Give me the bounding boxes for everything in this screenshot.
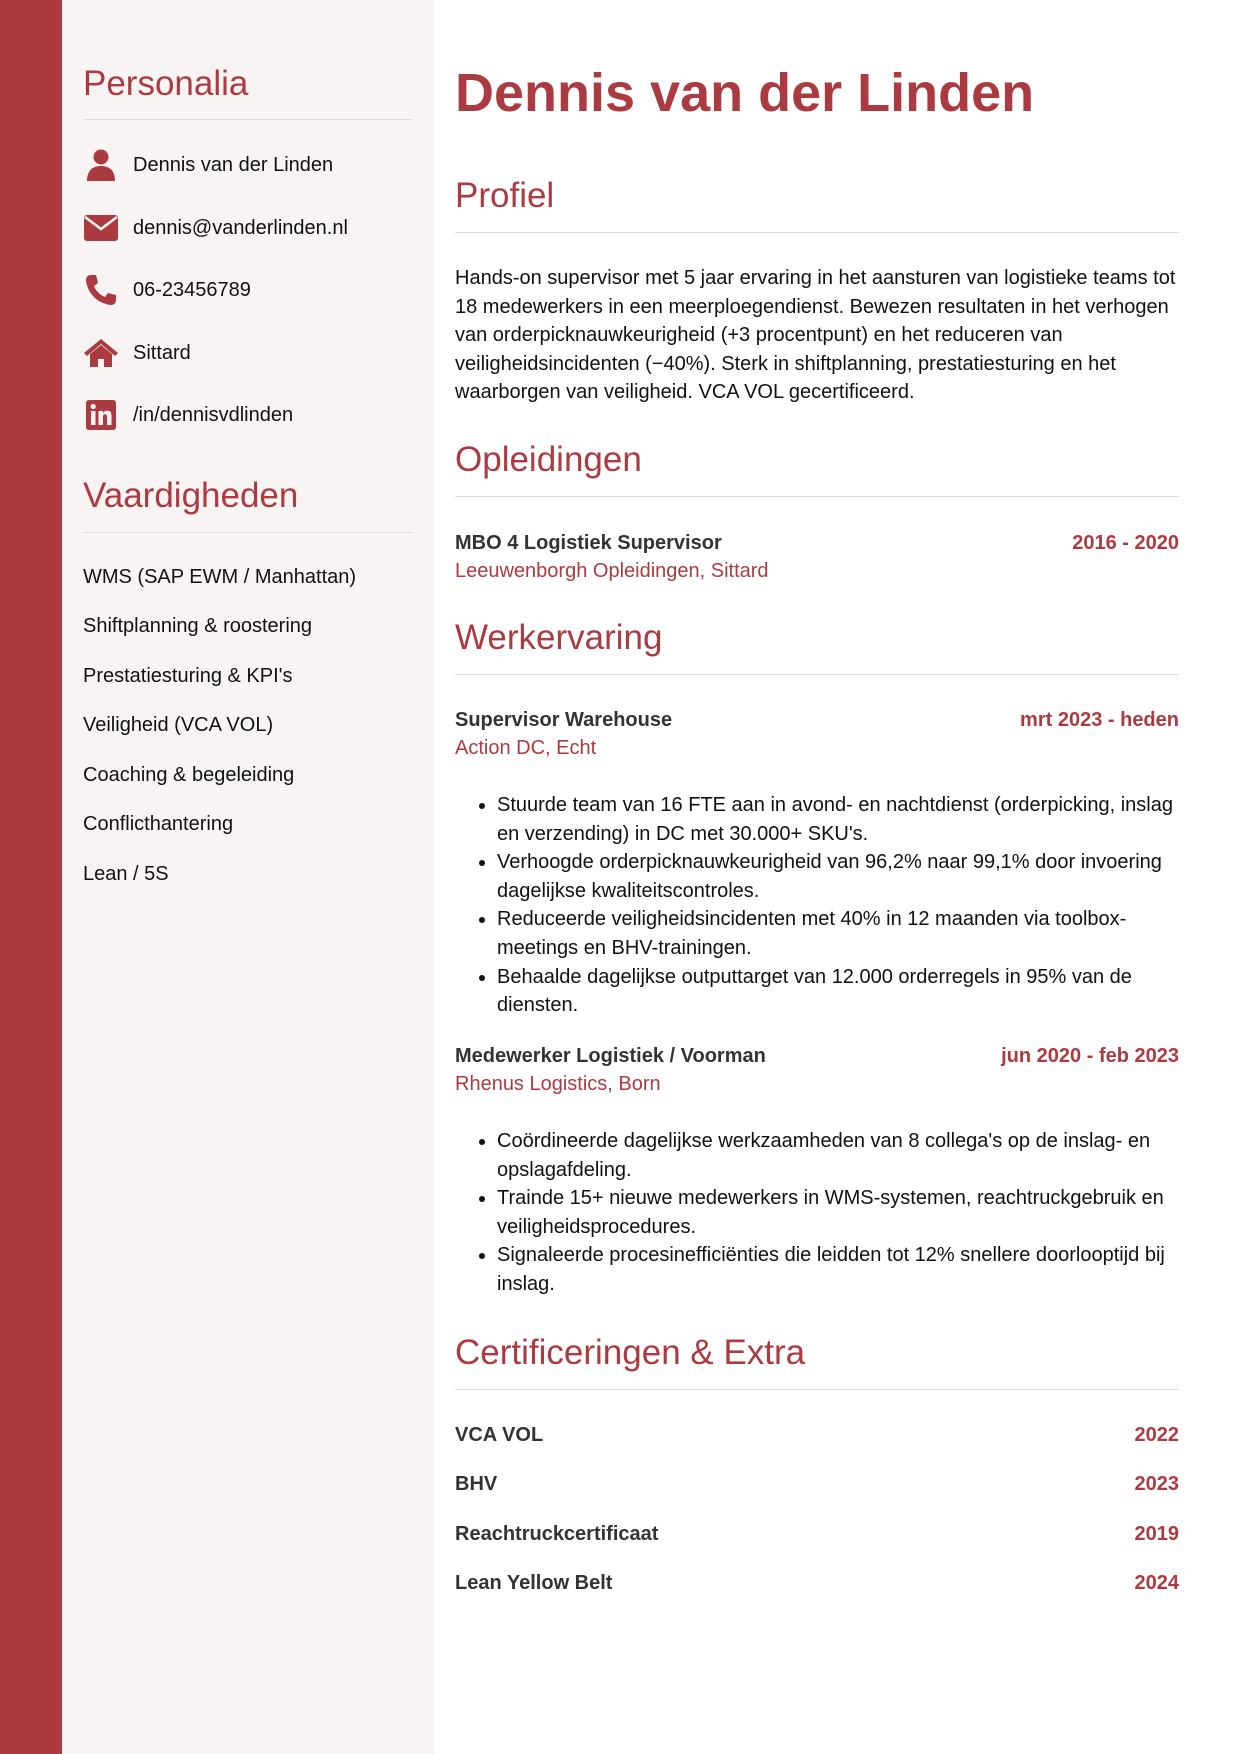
certification-row xyxy=(455,1473,1179,1501)
certification-row xyxy=(455,1572,1179,1600)
contact-name-text: Dennis van der Linden xyxy=(133,153,334,176)
experience-heading: Werkervaring xyxy=(455,618,663,657)
profile-divider xyxy=(455,232,1179,233)
job-title: Medewerker Logistiek / Voorman xyxy=(455,1045,766,1067)
skill-item: Conflicthantering xyxy=(83,813,234,835)
skills-divider xyxy=(83,532,413,533)
profile-text: Hands-on supervisor met 5 jaar ervaring in het aansturen van logistieke teams tot 18 medewerkers in een meerploegendienst. Bewezen resultaten in het verhogen van orderpicknauwkeurigheid (+3 procentpunt) en het reduceren van veiligheidsincidenten (−40%). Sterk in shiftplanning, prestatiesturing en het waarborgen van veiligheid. VCA VOL gecertificeerd. xyxy=(455,267,1176,404)
job-bullet: • Verhoogde orderpicknauwkeurigheid van 96,2% naar 99,1% door invoering dagelijkse kwaliteitscontroles. xyxy=(497,848,1179,905)
job-company: Action DC, Echt xyxy=(455,737,597,759)
contact-linkedin-text[interactable]: /in/dennisvdlinden xyxy=(133,403,294,426)
sidebar xyxy=(62,0,434,1754)
person-icon xyxy=(83,148,119,182)
education-dates: 2016 - 2020 xyxy=(1072,532,1179,554)
job-header xyxy=(455,1045,1179,1073)
certification-name: BHV xyxy=(455,1473,498,1495)
job-bullets xyxy=(455,791,1179,1020)
contact-phone-text[interactable]: 06-23456789 xyxy=(133,278,251,301)
certification-year: 2019 xyxy=(1134,1523,1179,1545)
contact-email-text[interactable]: dennis@vanderlinden.nl xyxy=(133,216,348,239)
skill-item: Coaching & begeleiding xyxy=(83,764,295,786)
certifications-divider xyxy=(455,1389,1179,1390)
contact-name xyxy=(83,145,413,185)
job-bullet: • Trainde 15+ nieuwe medewerkers in WMS-systemen, reachtruckgebruik en veiligheidsprocedures. xyxy=(497,1184,1179,1241)
contact-location xyxy=(83,333,413,373)
contact-linkedin[interactable] xyxy=(83,395,413,435)
personalia-divider xyxy=(83,119,413,120)
skill-item: Shiftplanning & roostering xyxy=(83,615,313,637)
education-institution: Leeuwenborgh Opleidingen, Sittard xyxy=(455,560,769,582)
accent-bar xyxy=(0,0,62,1754)
job-dates: jun 2020 - feb 2023 xyxy=(1001,1045,1179,1067)
linkedin-icon xyxy=(83,398,119,432)
phone-icon xyxy=(83,273,119,307)
job-bullet: • Stuurde team van 16 FTE aan in avond- en nachtdienst (orderpicking, inslag en verzending) in DC met 30.000+ SKU's. xyxy=(497,791,1179,848)
job-title: Supervisor Warehouse xyxy=(455,709,673,731)
certification-name: Reachtruckcertificaat xyxy=(455,1523,659,1545)
contact-location-text: Sittard xyxy=(133,341,191,364)
certification-year: 2024 xyxy=(1134,1572,1179,1594)
job-dates: mrt 2023 - heden xyxy=(1020,709,1179,731)
job-bullets xyxy=(455,1127,1179,1299)
home-icon xyxy=(83,336,119,370)
experience-divider xyxy=(455,674,1179,675)
candidate-name: Dennis van der Linden xyxy=(455,63,1035,123)
contact-email[interactable] xyxy=(83,208,413,248)
certification-name: Lean Yellow Belt xyxy=(455,1572,613,1594)
education-entry xyxy=(455,532,1179,560)
certification-year: 2022 xyxy=(1134,1424,1179,1446)
job-bullet: • Reduceerde veiligheidsincidenten met 40% in 12 maanden via toolbox-meetings en BHV-trainingen. xyxy=(497,905,1179,962)
skill-item: Prestatiesturing & KPI's xyxy=(83,665,293,687)
skill-item: WMS (SAP EWM / Manhattan) xyxy=(83,566,357,588)
job-bullet: • Coördineerde dagelijkse werkzaamheden van 8 collega's op de inslag- en opslagafdeling. xyxy=(497,1127,1179,1184)
certification-row xyxy=(455,1424,1179,1452)
job-bullet: • Signaleerde procesinefficiënties die leidden tot 12% snellere doorlooptijd bij inslag. xyxy=(497,1241,1179,1298)
envelope-icon xyxy=(83,211,119,245)
job-bullet: • Behaalde dagelijkse outputtarget van 12.000 orderregels in 95% van de diensten. xyxy=(497,963,1179,1020)
skill-item: Veiligheid (VCA VOL) xyxy=(83,714,274,736)
certifications-heading: Certificeringen & Extra xyxy=(455,1333,806,1372)
job-company: Rhenus Logistics, Born xyxy=(455,1073,661,1095)
profile-heading: Profiel xyxy=(455,176,555,215)
contact-phone[interactable] xyxy=(83,270,413,310)
personalia-heading: Personalia xyxy=(83,64,249,103)
certification-year: 2023 xyxy=(1134,1473,1179,1495)
skill-item: Lean / 5S xyxy=(83,863,169,885)
education-heading: Opleidingen xyxy=(455,440,642,479)
certification-row xyxy=(455,1523,1179,1551)
skills-heading: Vaardigheden xyxy=(83,476,299,515)
education-title: MBO 4 Logistiek Supervisor xyxy=(455,532,722,554)
certification-name: VCA VOL xyxy=(455,1424,544,1446)
job-header xyxy=(455,709,1179,737)
education-divider xyxy=(455,496,1179,497)
